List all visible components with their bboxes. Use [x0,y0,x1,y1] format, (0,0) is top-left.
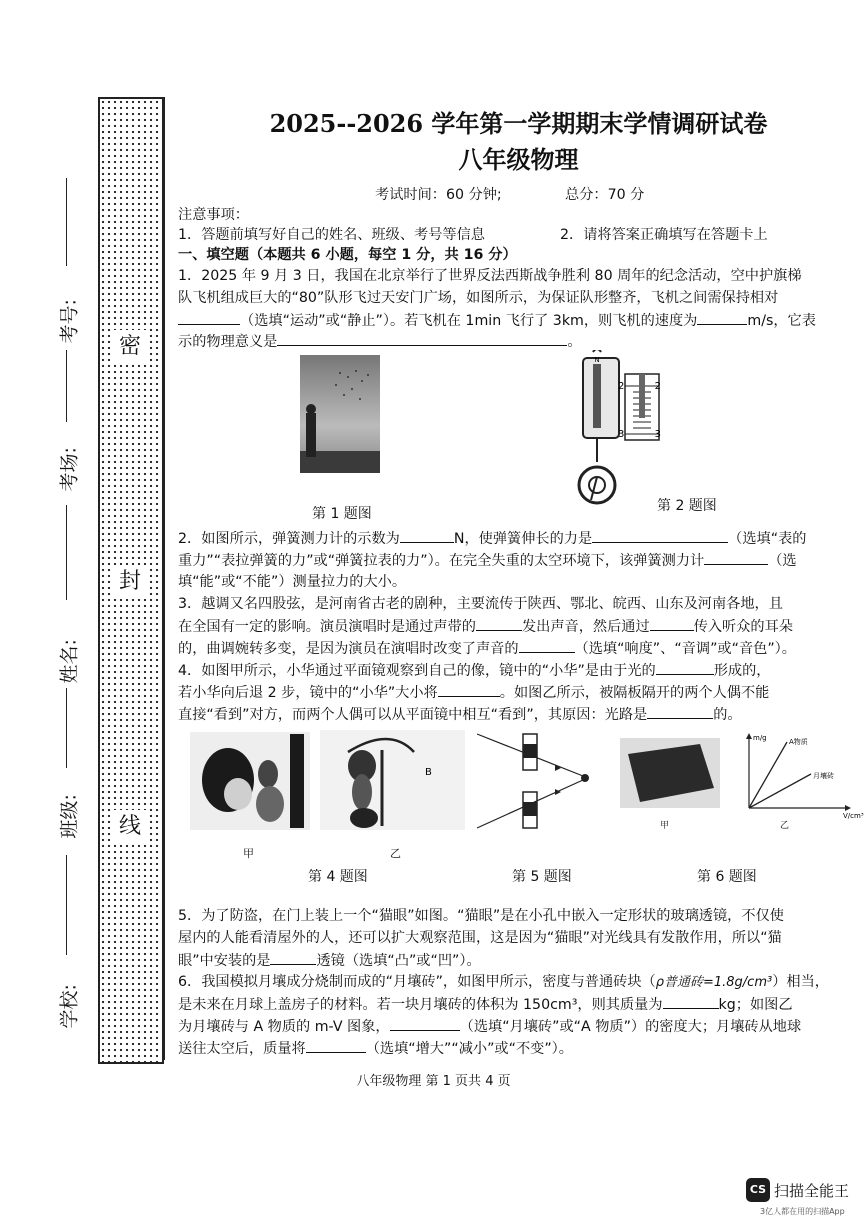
q6-blank-3[interactable] [306,1038,366,1053]
fig2-n-label: N [594,356,600,364]
fig4-photo-b [320,730,465,830]
fig2-caption: 第 2 题图 [657,498,717,514]
page-footer: 八年级物理 第 1 页共 4 页 [356,1074,511,1089]
q1-line-1: 1．2025 年 9 月 3 日，我国在北京举行了世界反法西斯战争胜利 80 周年的纪念活动，空中护旗梯 [178,268,802,284]
class-line [66,688,67,768]
exam-number-label: 考号: [58,299,81,344]
fig6-mv-graph [735,730,865,830]
class-label: 班级: [58,794,81,839]
scanner-watermark [746,1178,849,1202]
q1-line-4: 示的物理意义是 。 [178,331,582,352]
q1-blank-1[interactable] [178,310,240,325]
fig2-spring-scale [575,350,665,510]
q2-blank-3[interactable] [704,550,768,565]
exam-room-label: 考场: [58,447,81,492]
seal-char-xian: 线 [113,810,147,844]
q5-line-3: 眼”中安装的是 透镜（选填“凸”或“凹”）。 [178,950,481,971]
q5-line-1: 5．为了防盗，在门上装上一个“猫眼”如图。“猫眼”是在小孔中嵌入一定形状的玻璃透镜，不仅使 [178,908,784,924]
fig6-line1-label: A物质 [789,738,808,746]
fig2-tick-right-3: 3 [654,429,661,440]
q2-line-3: 填“能”或“不能”）测量拉力的大小。 [178,574,407,590]
fig1-photo [300,355,380,473]
fig6-x-axis-label: V/cm³ [843,812,864,820]
fig6-label-a: 甲 [660,821,670,831]
q1-line-2: 队飞机组成巨大的“80”队形飞过天安门广场，如图所示，为保证队形整齐，飞机之间需保持相对 [178,290,779,306]
q3-blank-2[interactable] [650,616,694,631]
q1-blank-2[interactable] [697,310,747,325]
school-label: 学校: [58,984,81,1029]
q4-blank-3[interactable] [647,704,713,719]
seal-char-mi: 密 [113,330,147,364]
fig6-label-b: 乙 [780,821,790,831]
fig4-letter-b: B [425,767,432,778]
q6-line-2: 是未来在月球上盖房子的材料。若一块月壤砖的体积为 150cm³，则其质量为 kg；如图乙 [178,994,793,1015]
q4-line-2: 若小华向后退 2 步，镜中的“小华”大小将 。如图乙所示，被隔板隔开的两个人偶不能 [178,682,769,703]
fig4-label-b: 乙 [390,847,401,860]
scanner-logo-icon: CS [746,1178,770,1202]
q4-blank-1[interactable] [656,660,714,675]
q2-line-1: 2．如图所示，弹簧测力计的示数为 N，使弹簧伸长的力是 （选填“表的 [178,528,806,549]
fig6-line2-label: 月壤砖 [813,772,834,780]
q2-blank-2[interactable] [592,528,728,543]
q3-blank-1[interactable] [476,616,522,631]
fig1-caption: 第 1 题图 [312,506,372,522]
fig5-caption: 第 5 题图 [512,869,572,885]
q6-line-4: 送往太空后，质量将 （选填“增大”“减小”或“不变”）。 [178,1038,573,1059]
notes-item-2: 2．请将答案正确填写在答题卡上 [560,227,768,243]
fig4-label-a: 甲 [243,847,254,860]
scanner-tagline: 3亿人都在用的扫描App [760,1207,845,1216]
q3-line-1: 3．越调又名四股弦，是河南省古老的剧种，主要流传于陕西、鄂北、皖西、山东及河南各地，且 [178,596,783,612]
q5-line-2: 屋内的人能看清屋外的人，还可以扩大观察范围，这是因为“猫眼”对光线具有发散作用，所以“猫 [178,930,782,946]
scanner-name: 扫描全能王 [774,1181,850,1200]
exam-number-line [66,178,67,266]
q1-blank-3[interactable] [277,331,567,346]
q1-line-3: （选填“运动”或“静止”）。若飞机在 1min 飞行了 3km，则飞机的速度为 m/s，它表 [178,310,816,331]
fig5-diagram [475,730,600,835]
q6-line-3: 为月壤砖与 A 物质的 m-V 图象， （选填“月壤砖”或“A 物质”）的密度大；月壤砖从地球 [178,1016,801,1037]
q5-blank-1[interactable] [270,950,316,965]
name-line [66,505,67,600]
q3-line-3: 的，曲调婉转多变，是因为演员在演唱时改变了声音的 （选填“响度”、“音调”或“音色”）。 [178,638,796,659]
q6-rho-value: ρ普通砖=1.8g/cm³ [655,975,773,990]
exam-room-line [66,350,67,422]
school-line [66,855,67,955]
exam-time: 考试时间：60 分钟; [375,187,502,203]
seal-border-line [164,97,165,1060]
fig4-photo-a [190,732,310,830]
q3-blank-3[interactable] [519,638,575,653]
q2-line-2: 重力”“表拉弹簧的力”或“弹簧拉表的力”）。在完全失重的太空环境下，该弹簧测力计 （选 [178,550,797,571]
q6-blank-2[interactable] [390,1016,460,1031]
fig2-tick-left-2: 2 [618,381,625,392]
fig6-y-axis-label: m/g [753,734,767,742]
q4-line-1: 4．如图甲所示，小华通过平面镜观察到自己的像，镜中的“小华”是由于光的 形成的， [178,660,771,681]
notes-heading: 注意事项： [178,207,249,223]
section-heading: 一、填空题（本题共 6 小题，每空 1 分，共 16 分） [178,247,517,263]
exam-score: 总分：70 分 [565,187,645,203]
seal-char-feng: 封 [113,565,147,599]
fig6-brick-photo [620,738,720,808]
q6-blank-1[interactable] [663,994,719,1009]
q4-line-3: 直接“看到”对方，而两个人偶可以从平面镜中相互“看到”，其原因：光路是 的。 [178,704,742,725]
exam-title: 2025--2026 学年第一学期期末学情调研试卷 [269,109,768,138]
fig2-tick-left-3: 3 [618,429,625,440]
fig4-caption: 第 4 题图 [308,869,368,885]
q2-blank-1[interactable] [400,528,454,543]
fig2-tick-right-2: 2 [654,381,661,392]
exam-subtitle: 八年级物理 [458,145,579,174]
q4-blank-2[interactable] [438,682,500,697]
q6-line-1: 6．我国模拟月壤成分烧制而成的“月壤砖”，如图甲所示，密度与普通砖块（ρ普通砖=1.8g/cm³）相当， [178,974,829,990]
fig6-caption: 第 6 题图 [697,869,757,885]
notes-item-1: 1．答题前填写好自己的姓名、班级、考号等信息 [178,227,485,243]
name-label: 姓名: [58,639,81,684]
q3-line-2: 在全国有一定的影响。演员演唱时是通过声带的 发出声音，然后通过 传入听众的耳朵 [178,616,793,637]
